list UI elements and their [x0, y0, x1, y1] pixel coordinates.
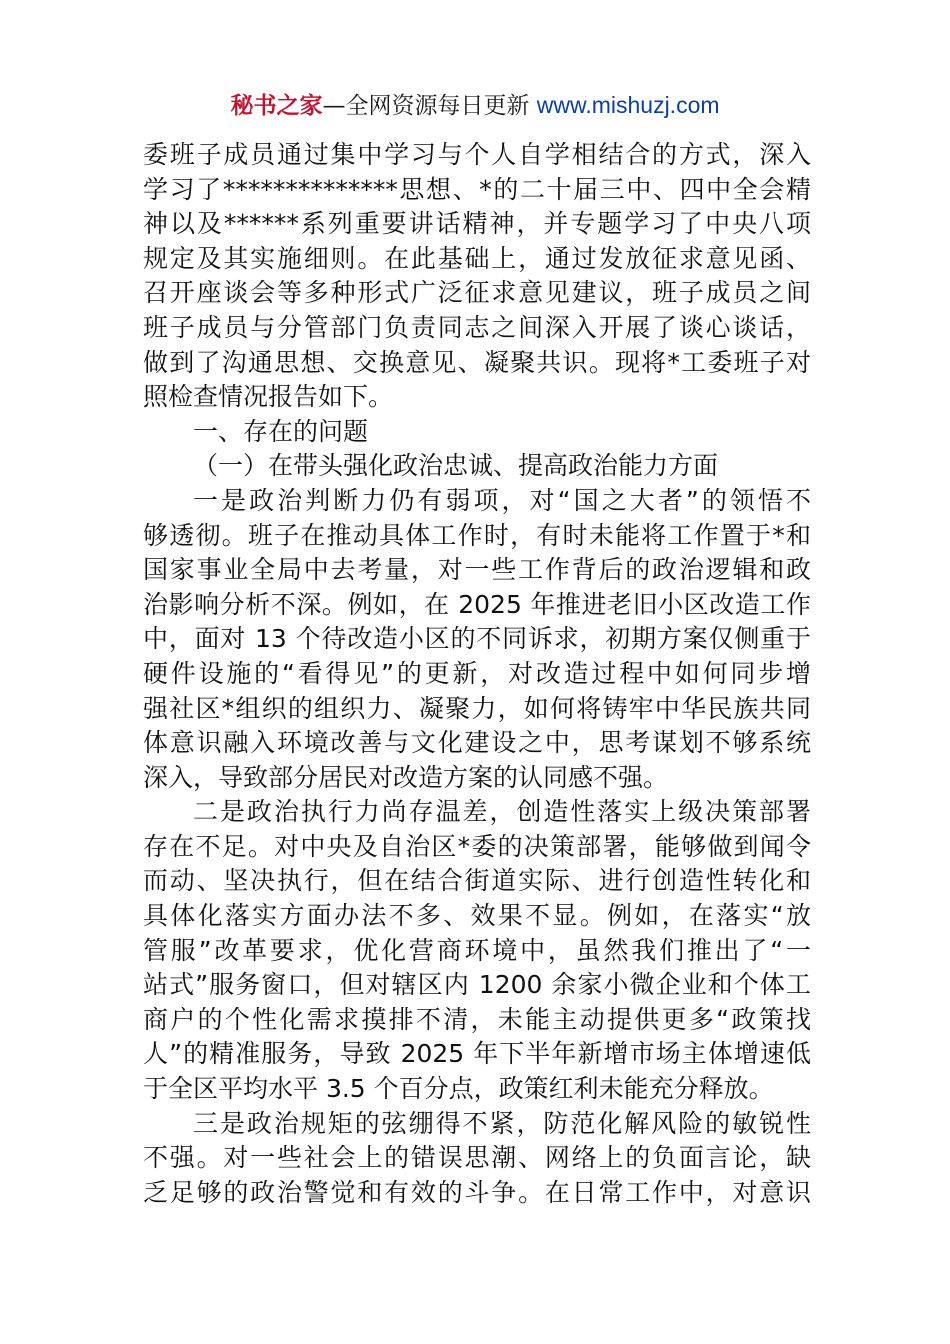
- text-line: 神以及******系列重要讲话精神，并专题学习了中央八项: [143, 209, 811, 239]
- text-line: 管服”改革要求，优化营商环境中，虽然我们推出了“一: [143, 935, 811, 965]
- text-line: 具体化落实方面办法不多、效果不显。例如，在落实“放: [143, 901, 811, 931]
- page-header: [0, 88, 950, 123]
- text-line: 照检查情况报告如下。: [143, 382, 394, 412]
- text-line: 二是政治执行力尚存温差，创造性落实上级决策部署: [193, 797, 811, 827]
- subsection-heading: （一）在带头强化政治忠诚、提高政治能力方面: [193, 451, 719, 481]
- text-line: 一是政治判断力仍有弱项，对“国之大者”的领悟不: [193, 485, 811, 515]
- text-line: 站式”服务窗口，但对辖区内 1200 余家小微企业和个体工: [143, 970, 811, 1000]
- text-line: 硬件设施的“看得见”的更新，对改造过程中如何同步增: [143, 658, 811, 688]
- text-line: 体意识融入环境改善与文化建设之中，思考谋划不够系统: [143, 728, 811, 758]
- text-line: 乏足够的政治警觉和有效的斗争。在日常工作中，对意识: [143, 1177, 811, 1207]
- text-line: 治影响分析不深。例如，在 2025 年推进老旧小区改造工作: [143, 589, 811, 619]
- text-line: 三是政治规矩的弦绷得不紧，防范化解风险的敏锐性: [193, 1108, 811, 1138]
- text-line: 而动、坚决执行，但在结合街道实际、进行创造性转化和: [143, 866, 811, 896]
- brand-name: 秘书之家: [230, 93, 323, 119]
- text-line: 班子成员与分管部门负责同志之间深入开展了谈心谈话，: [143, 312, 811, 342]
- text-line: 于全区平均水平 3.5 个百分点，政策红利未能充分释放。: [143, 1074, 774, 1104]
- text-line: 国家事业全局中去考量，对一些工作背后的政治逻辑和政: [143, 555, 811, 585]
- text-line: 中，面对 13 个待改造小区的不同诉求，初期方案仅侧重于: [143, 624, 811, 654]
- text-line: 委班子成员通过集中学习与个人自学相结合的方式，深入: [143, 140, 811, 169]
- section-heading: 一、存在的问题: [193, 416, 369, 446]
- text-line: 规定及其实施细则。在此基础上，通过发放征求意见函、: [143, 243, 811, 273]
- text-line: 存在不足。对中央及自治区*委的决策部署，能够做到闻令: [143, 831, 811, 861]
- text-line: 召开座谈会等多种形式广泛征求意见建议，班子成员之间: [143, 278, 811, 308]
- site-url[interactable]: www.mishuzj.com: [536, 92, 720, 118]
- text-line: 做到了沟通思想、交换意见、凝聚共识。现将*工委班子对: [143, 347, 811, 377]
- text-line: 够透彻。班子在推动具体工作时，有时未能将工作置于*和: [143, 520, 811, 550]
- document-body: [143, 138, 811, 1210]
- text-line: 不强。对一些社会上的错误思潮、网络上的负面言论，缺: [143, 1143, 811, 1173]
- header-tagline: —全网资源每日更新: [322, 93, 530, 119]
- text-line: 深入，导致部分居民对改造方案的认同感不强。: [143, 762, 669, 792]
- text-line: 学习了**************思想、*的二十届三中、四中全会精: [143, 174, 811, 204]
- text-line: 商户的个性化需求摸排不清，未能主动提供更多“政策找: [143, 1004, 811, 1034]
- text-line: 强社区*组织的组织力、凝聚力，如何将铸牢中华民族共同: [143, 693, 811, 723]
- text-line: 人”的精准服务，导致 2025 年下半年新增市场主体增速低: [143, 1039, 811, 1069]
